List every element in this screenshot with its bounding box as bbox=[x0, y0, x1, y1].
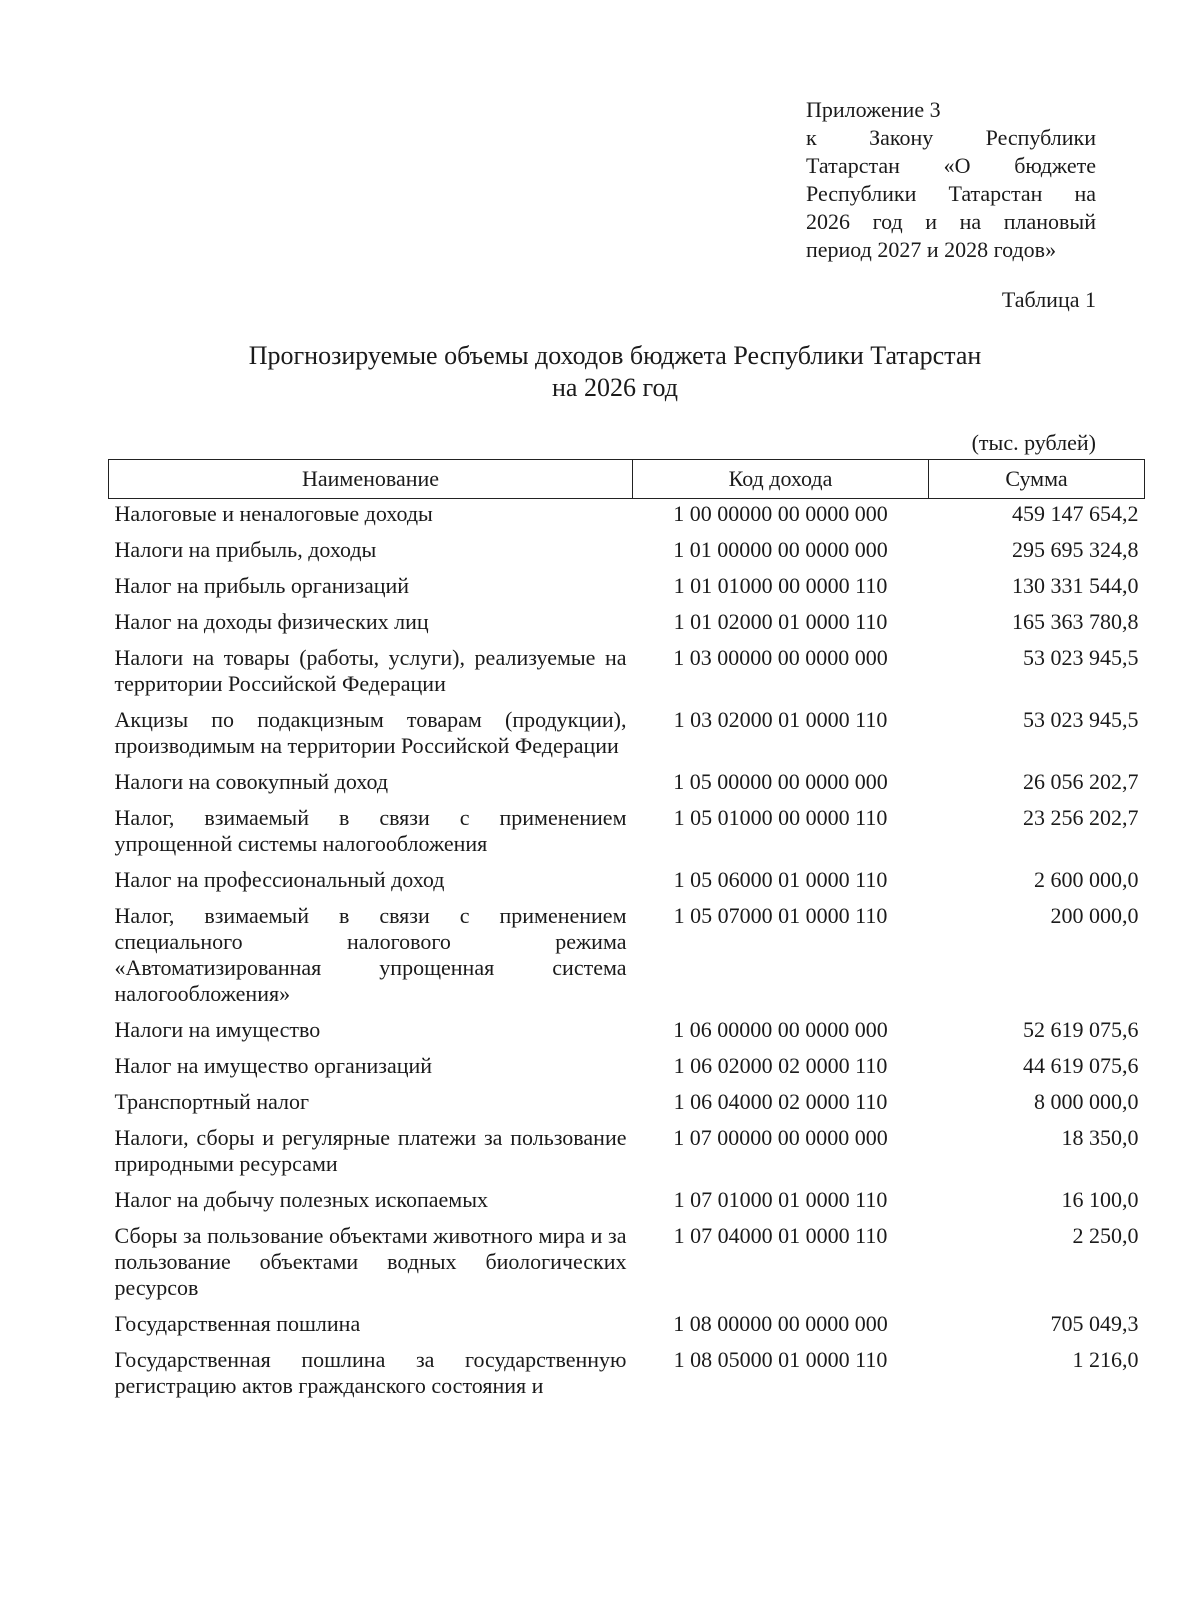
row-name: Транспортный налог bbox=[114, 1089, 310, 1114]
table-row bbox=[109, 499, 1145, 538]
row-amount: 1 216,0 bbox=[1072, 1347, 1139, 1372]
table-row bbox=[109, 867, 1145, 903]
row-code: 1 06 00000 00 0000 000 bbox=[673, 1017, 888, 1042]
annex-line: 2026 год и на плановый bbox=[806, 209, 1096, 234]
table-row bbox=[109, 1223, 1145, 1311]
row-name: Сборы за пользование объектами животного мира и за пользование объектами водных биологических ресурсов bbox=[114, 1223, 627, 1300]
row-amount: 2 600 000,0 bbox=[1034, 867, 1139, 892]
table-label: Таблица 1 bbox=[1001, 287, 1096, 312]
table-row bbox=[109, 1053, 1145, 1089]
row-name: Налоги на товары (работы, услуги), реализуемые на территории Российской Федерации bbox=[114, 645, 627, 696]
row-amount: 53 023 945,5 bbox=[1023, 707, 1139, 732]
row-code: 1 06 04000 02 0000 110 bbox=[673, 1089, 888, 1114]
row-name: Налог на доходы физических лиц bbox=[114, 609, 429, 634]
table-row bbox=[109, 1017, 1145, 1053]
row-name: Акцизы по подакцизным товарам (продукции), производимым на территории Российской Федерации bbox=[114, 707, 627, 758]
table-row bbox=[109, 573, 1145, 609]
title-line-1: Прогнозируемые объемы доходов бюджета Республики Татарстан bbox=[248, 341, 982, 370]
table-header-row bbox=[109, 460, 1145, 499]
row-name: Налог на прибыль организаций bbox=[114, 573, 410, 598]
row-amount: 8 000 000,0 bbox=[1034, 1089, 1139, 1114]
row-code: 1 08 05000 01 0000 110 bbox=[673, 1347, 888, 1372]
table-row bbox=[109, 1125, 1145, 1187]
row-amount: 18 350,0 bbox=[1061, 1125, 1139, 1150]
annex-line: период 2027 и 2028 годов» bbox=[806, 237, 1057, 262]
table-row bbox=[109, 1089, 1145, 1125]
row-amount: 26 056 202,7 bbox=[1023, 769, 1139, 794]
row-code: 1 07 01000 01 0000 110 bbox=[673, 1187, 888, 1212]
row-name: Налоги, сборы и регулярные платежи за пользование природными ресурсами bbox=[114, 1125, 627, 1176]
row-code: 1 01 00000 00 0000 000 bbox=[673, 537, 888, 562]
table-row bbox=[109, 609, 1145, 645]
row-amount: 165 363 780,8 bbox=[1012, 609, 1139, 634]
page-title bbox=[150, 340, 1080, 404]
table-row bbox=[109, 645, 1145, 707]
row-amount: 53 023 945,5 bbox=[1023, 645, 1139, 670]
row-name: Налоговые и неналоговые доходы bbox=[114, 501, 433, 526]
table-row bbox=[109, 1347, 1145, 1409]
row-amount: 705 049,3 bbox=[1050, 1311, 1139, 1336]
row-name: Налог на профессиональный доход bbox=[114, 867, 445, 892]
annex-line: Татарстан «О бюджете bbox=[806, 153, 1096, 178]
row-amount: 2 250,0 bbox=[1072, 1223, 1139, 1248]
row-code: 1 03 00000 00 0000 000 bbox=[673, 645, 888, 670]
row-name: Налог, взимаемый в связи с применением специального налогового режима «Автоматизированная упрощенная система налогообложения» bbox=[114, 903, 627, 1006]
row-amount: 16 100,0 bbox=[1061, 1187, 1139, 1212]
row-amount: 295 695 324,8 bbox=[1012, 537, 1139, 562]
row-amount: 23 256 202,7 bbox=[1023, 805, 1139, 830]
annex-line: к Закону Республики bbox=[806, 125, 1096, 150]
row-amount: 459 147 654,2 bbox=[1012, 501, 1139, 526]
row-code: 1 01 01000 00 0000 110 bbox=[673, 573, 888, 598]
row-code: 1 07 00000 00 0000 000 bbox=[673, 1125, 888, 1150]
row-code: 1 05 06000 01 0000 110 bbox=[673, 867, 888, 892]
header-amount: Сумма bbox=[929, 460, 1145, 499]
annex-reference bbox=[806, 96, 1096, 264]
row-name: Государственная пошлина за государственную регистрацию актов гражданского состояния и bbox=[114, 1347, 627, 1398]
table-row bbox=[109, 537, 1145, 573]
table-row bbox=[109, 707, 1145, 769]
row-code: 1 05 07000 01 0000 110 bbox=[673, 903, 888, 928]
row-amount: 52 619 075,6 bbox=[1023, 1017, 1139, 1042]
revenue-table bbox=[108, 459, 1145, 1409]
row-name: Налог на имущество организаций bbox=[114, 1053, 433, 1078]
row-name: Налог на добычу полезных ископаемых bbox=[114, 1187, 488, 1212]
row-name: Налоги на прибыль, доходы bbox=[114, 537, 377, 562]
row-code: 1 05 01000 00 0000 110 bbox=[673, 805, 888, 830]
row-name: Налоги на имущество bbox=[114, 1017, 321, 1042]
row-name: Налоги на совокупный доход bbox=[114, 769, 389, 794]
row-code: 1 05 00000 00 0000 000 bbox=[673, 769, 888, 794]
units-label: (тыс. рублей) bbox=[971, 430, 1096, 455]
header-code: Код дохода bbox=[633, 460, 929, 499]
row-amount: 130 331 544,0 bbox=[1012, 573, 1139, 598]
annex-line: Республики Татарстан на bbox=[806, 181, 1096, 206]
row-amount: 44 619 075,6 bbox=[1023, 1053, 1139, 1078]
row-code: 1 06 02000 02 0000 110 bbox=[673, 1053, 888, 1078]
table-row bbox=[109, 1187, 1145, 1223]
row-amount: 200 000,0 bbox=[1050, 903, 1139, 928]
row-name: Налог, взимаемый в связи с применением упрощенной системы налогообложения bbox=[114, 805, 627, 856]
row-code: 1 08 00000 00 0000 000 bbox=[673, 1311, 888, 1336]
annex-line: Приложение 3 bbox=[806, 97, 941, 122]
table-row bbox=[109, 769, 1145, 805]
row-code: 1 03 02000 01 0000 110 bbox=[673, 707, 888, 732]
table-row bbox=[109, 805, 1145, 867]
table-row bbox=[109, 1311, 1145, 1347]
table-row bbox=[109, 903, 1145, 1017]
title-line-2: на 2026 год bbox=[552, 373, 678, 402]
row-code: 1 07 04000 01 0000 110 bbox=[673, 1223, 888, 1248]
row-code: 1 00 00000 00 0000 000 bbox=[673, 501, 888, 526]
header-name: Наименование bbox=[109, 460, 633, 499]
row-code: 1 01 02000 01 0000 110 bbox=[673, 609, 888, 634]
row-name: Государственная пошлина bbox=[114, 1311, 361, 1336]
